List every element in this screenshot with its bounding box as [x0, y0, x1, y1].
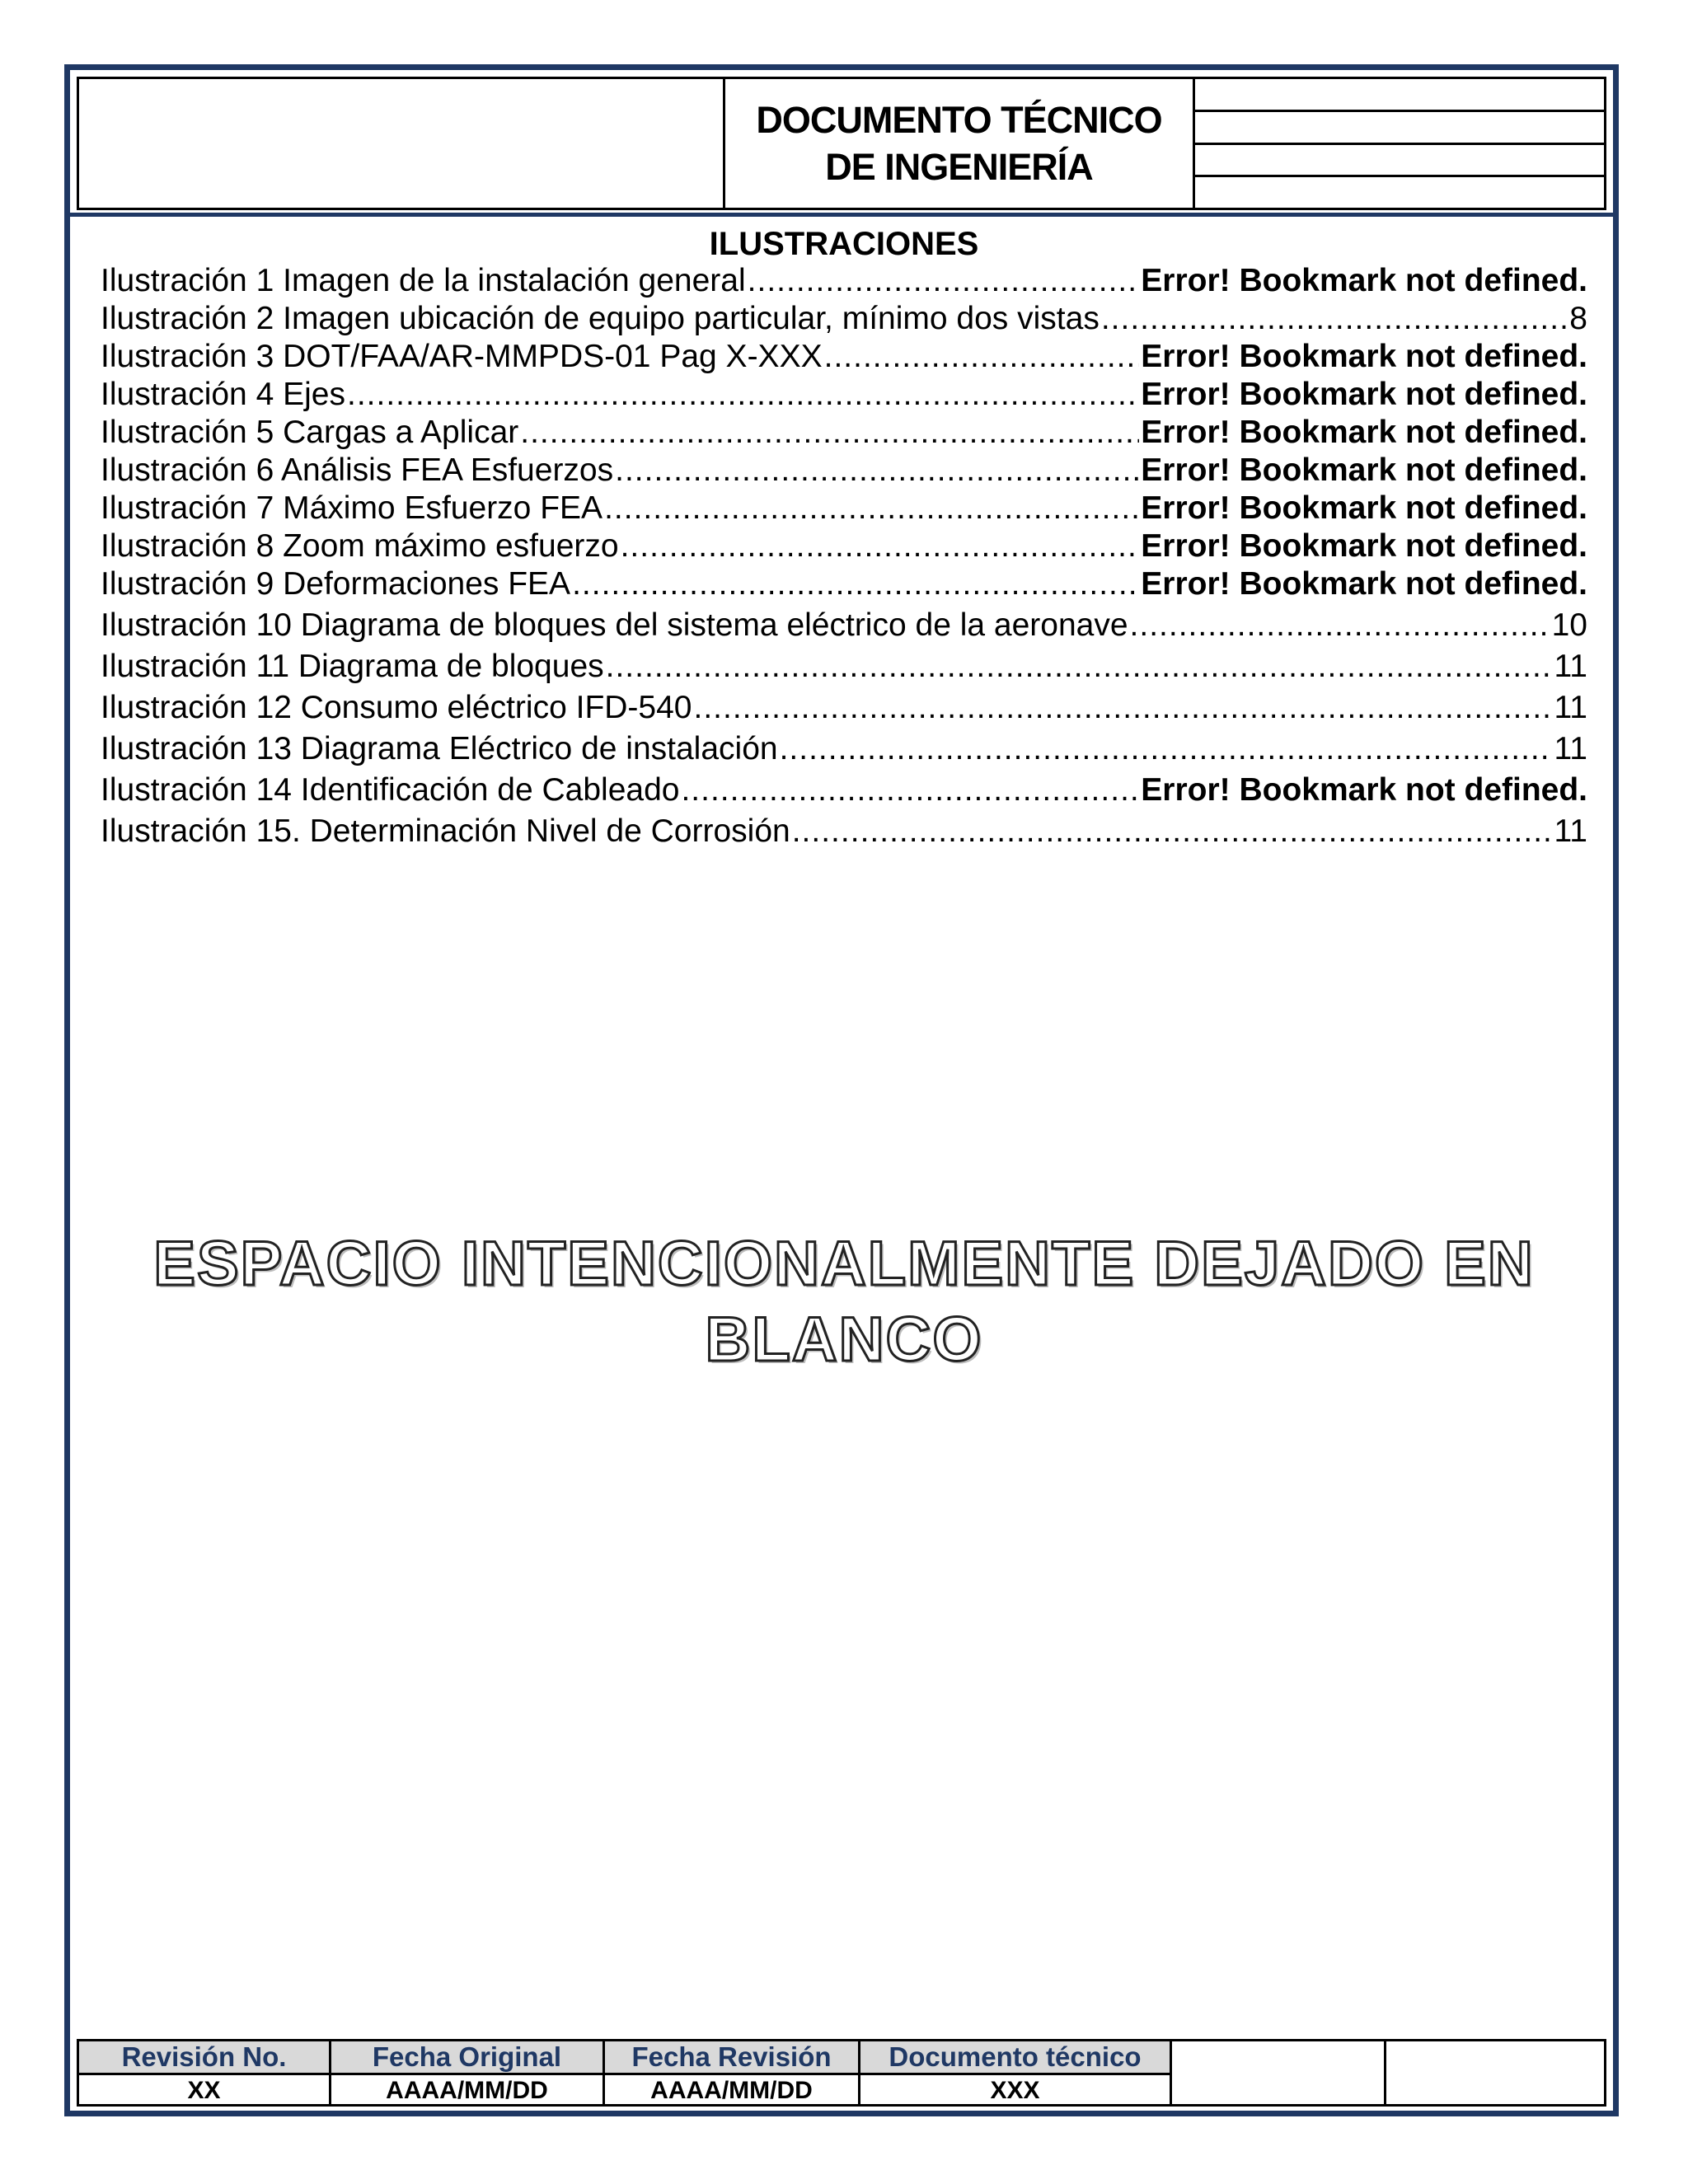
toc-leader-dots	[347, 376, 1139, 414]
toc-leader-dots	[1101, 300, 1568, 338]
original-date-column	[331, 2041, 605, 2104]
toc-entry-label: Ilustración 12 Consumo eléctrico IFD-540	[101, 690, 692, 725]
toc-entry[interactable]	[101, 648, 1587, 686]
table-of-illustrations	[101, 262, 1587, 851]
header-info-cells	[1195, 79, 1604, 208]
toc-entry-label: Ilustración 13 Diagrama Eléctrico de instalación	[101, 731, 778, 766]
toc-entry[interactable]	[101, 376, 1587, 414]
revision-value: XX	[187, 2077, 221, 2104]
header-info-cell-2	[1195, 112, 1604, 145]
revision-date-header: Fecha Revisión	[605, 2041, 858, 2075]
revision-header: Revisión No.	[79, 2041, 329, 2075]
header-info-cell-1	[1195, 79, 1604, 112]
revision-date-value: AAAA/MM/DD	[650, 2077, 813, 2104]
toc-entry-label: Ilustración 11 Diagrama de bloques	[101, 649, 604, 684]
toc-entry[interactable]	[101, 414, 1587, 452]
blank-space-notice	[124, 1226, 1564, 1378]
toc-leader-dots	[572, 565, 1139, 603]
header-title-line1: DOCUMENTO TÉCNICO	[756, 99, 1162, 141]
toc-entry[interactable]	[101, 771, 1587, 809]
footer-blank-cell-1	[1172, 2041, 1386, 2104]
toc-entry-label: Ilustración 15. Determinación Nivel de Corrosión	[101, 813, 790, 849]
toc-entry-page: Error! Bookmark not defined.	[1141, 452, 1587, 488]
header-title-cell	[725, 79, 1195, 208]
revision-date-column	[605, 2041, 860, 2104]
original-date-header: Fecha Original	[331, 2041, 603, 2075]
toc-leader-dots	[748, 262, 1140, 300]
footer-blank-cell-2	[1386, 2041, 1604, 2104]
toc-entry-label: Ilustración 14 Identificación de Cableado	[101, 772, 680, 808]
toc-entry-label: Ilustración 10 Diagrama de bloques del sistema eléctrico de la aeronave	[101, 607, 1128, 643]
toc-entry-page: Error! Bookmark not defined.	[1141, 339, 1587, 374]
toc-entry-label: Ilustración 6 Análisis FEA Esfuerzos	[101, 452, 614, 488]
blank-notice-line1: ESPACIO INTENCIONALMENTE DEJADO EN	[153, 1229, 1535, 1299]
document-value: XXX	[990, 2077, 1040, 2104]
toc-entry-label: Ilustración 7 Máximo Esfuerzo FEA	[101, 490, 603, 526]
toc-entry-page: 11	[1554, 690, 1587, 725]
header-info-cell-4	[1195, 177, 1604, 208]
toc-entry[interactable]	[101, 452, 1587, 490]
toc-entry-label: Ilustración 9 Deformaciones FEA	[101, 566, 571, 602]
toc-entry[interactable]	[101, 490, 1587, 527]
toc-entry-page: Error! Bookmark not defined.	[1141, 263, 1587, 298]
toc-entry[interactable]	[101, 689, 1587, 727]
blank-notice-line2: BLANCO	[705, 1305, 983, 1375]
toc-entry-page: Error! Bookmark not defined.	[1141, 772, 1587, 808]
toc-entry-label: Ilustración 2 Imagen ubicación de equipo particular, mínimo dos vistas	[101, 301, 1100, 336]
toc-entry[interactable]	[101, 813, 1587, 851]
toc-leader-dots	[681, 771, 1139, 809]
toc-entry-page: Error! Bookmark not defined.	[1141, 490, 1587, 526]
toc-entry-label: Ilustración 8 Zoom máximo esfuerzo	[101, 528, 619, 564]
toc-leader-dots	[693, 689, 1552, 727]
header-logo-cell	[79, 79, 725, 208]
toc-entry-page: 8	[1569, 301, 1587, 336]
toc-entry[interactable]	[101, 338, 1587, 376]
toc-leader-dots	[615, 452, 1139, 490]
toc-entry-label: Ilustración 4 Ejes	[101, 377, 345, 412]
toc-entry[interactable]	[101, 300, 1587, 338]
document-header-cell: Documento técnico	[860, 2041, 1170, 2075]
document-header	[77, 77, 1606, 210]
toc-leader-dots	[792, 813, 1553, 851]
toc-leader-dots	[606, 648, 1553, 686]
toc-entry-label: Ilustración 5 Cargas a Aplicar	[101, 415, 519, 450]
original-date-value: AAAA/MM/DD	[386, 2077, 548, 2104]
toc-entry-page: Error! Bookmark not defined.	[1141, 528, 1587, 564]
toc-entry[interactable]	[101, 730, 1587, 768]
toc-leader-dots	[520, 414, 1139, 452]
document-column	[860, 2041, 1172, 2104]
revision-column	[79, 2041, 331, 2104]
toc-entry-page: 11	[1554, 649, 1587, 684]
header-info-cell-3	[1195, 145, 1604, 178]
toc-entry-page: 10	[1551, 607, 1587, 643]
header-title-line2: DE INGENIERÍA	[825, 146, 1093, 188]
toc-leader-dots	[604, 490, 1139, 527]
toc-entry-page: 11	[1554, 731, 1587, 766]
toc-leader-dots	[824, 338, 1140, 376]
toc-entry-page: Error! Bookmark not defined.	[1141, 415, 1587, 450]
toc-entry-page: Error! Bookmark not defined.	[1141, 566, 1587, 602]
toc-entry-page: 11	[1554, 813, 1587, 849]
header-divider	[70, 213, 1613, 217]
revision-table	[77, 2039, 1606, 2107]
toc-leader-dots	[780, 730, 1553, 768]
toc-entry[interactable]	[101, 607, 1587, 644]
toc-entry[interactable]	[101, 262, 1587, 300]
toc-entry[interactable]	[101, 527, 1587, 565]
toc-entry[interactable]	[101, 565, 1587, 603]
toc-entry-label: Ilustración 1 Imagen de la instalación general	[101, 263, 746, 298]
toc-entry-label: Ilustración 3 DOT/FAA/AR-MMPDS-01 Pag X-XXX	[101, 339, 823, 374]
toc-leader-dots	[621, 527, 1140, 565]
toc-entry-page: Error! Bookmark not defined.	[1141, 377, 1587, 412]
toc-leader-dots	[1130, 607, 1550, 644]
toc-title: ILUSTRACIONES	[709, 226, 979, 262]
